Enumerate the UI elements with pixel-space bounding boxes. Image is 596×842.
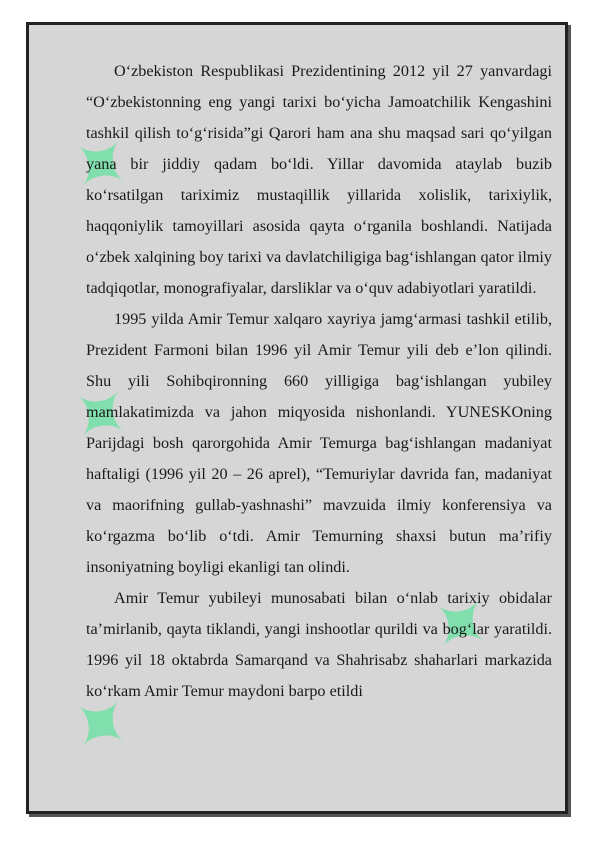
- watermark-mark: ✦: [47, 361, 159, 469]
- watermark-mark: ✦: [47, 111, 159, 219]
- watermark-mark: ✦: [407, 571, 519, 679]
- paragraph-1: O‘zbekiston Respublikasi Prezidentining 2012 yil 27 yanvardagi “O‘zbekistonning eng yangi tarixi bo‘yicha Jamoatchilik Kengashini tashkil qilish to‘g‘risida”gi Qarori ham ana shu maqsad sari qo‘yilgan yana bir jiddiy qadam bo‘ldi. Yillar davomida ataylab buzib ko‘rsatilgan tariximiz mustaqillik yillarida xolislik, tarixiylik, haqqoniylik tamoyillari asosida qayta o‘rganila boshlandi. Natijada o‘zbek xalqining boy tarixi va davlatchiligiga bag‘ishlangan qator ilmiy tadqiqotlar, monografiyalar, darsliklar va o‘quv adabiyotlari yaratildi.: [86, 62, 552, 297]
- watermark-mark: ✦: [47, 671, 159, 779]
- paragraph-3: Amir Temur yubileyi munosabati bilan o‘nlab tarixiy obidalar ta’mirlanib, qayta tiklandi, yangi inshootlar qurildi va bog‘lar yaratildi. 1996 yil 18 oktabrda Samarqand va Shahrisabz shaharlari markazida ko‘rkam Amir Temur maydoni barpo etildi: [86, 589, 552, 700]
- paragraph-2: 1995 yilda Amir Temur xalqaro xayriya jamg‘armasi tashkil etilib, Prezident Farmoni bilan 1996 yil Amir Temur yili deb e’lon qilindi. Shu yili Sohibqironning 660 yilligiga bag‘ishlangan yubiley mamlakatimizda va jahon miqyosida nishonlandi. YUNESKOning Parijdagi bosh qarorgohida Amir Temurga bag‘ishlangan madaniyat haftaligi (1996 yil 20 – 26 aprel), “Temuriylar davrida fan, madaniyat va maorifning gullab-yashnashi” mavzuida ilmiy konferensiya va ko‘rgazma bo‘lib o‘tdi. Amir Temurning shaxsi butun ma’rifiy insoniyatning boyligi ekanligi tan olindi.: [86, 310, 552, 576]
- document-body: [86, 56, 552, 707]
